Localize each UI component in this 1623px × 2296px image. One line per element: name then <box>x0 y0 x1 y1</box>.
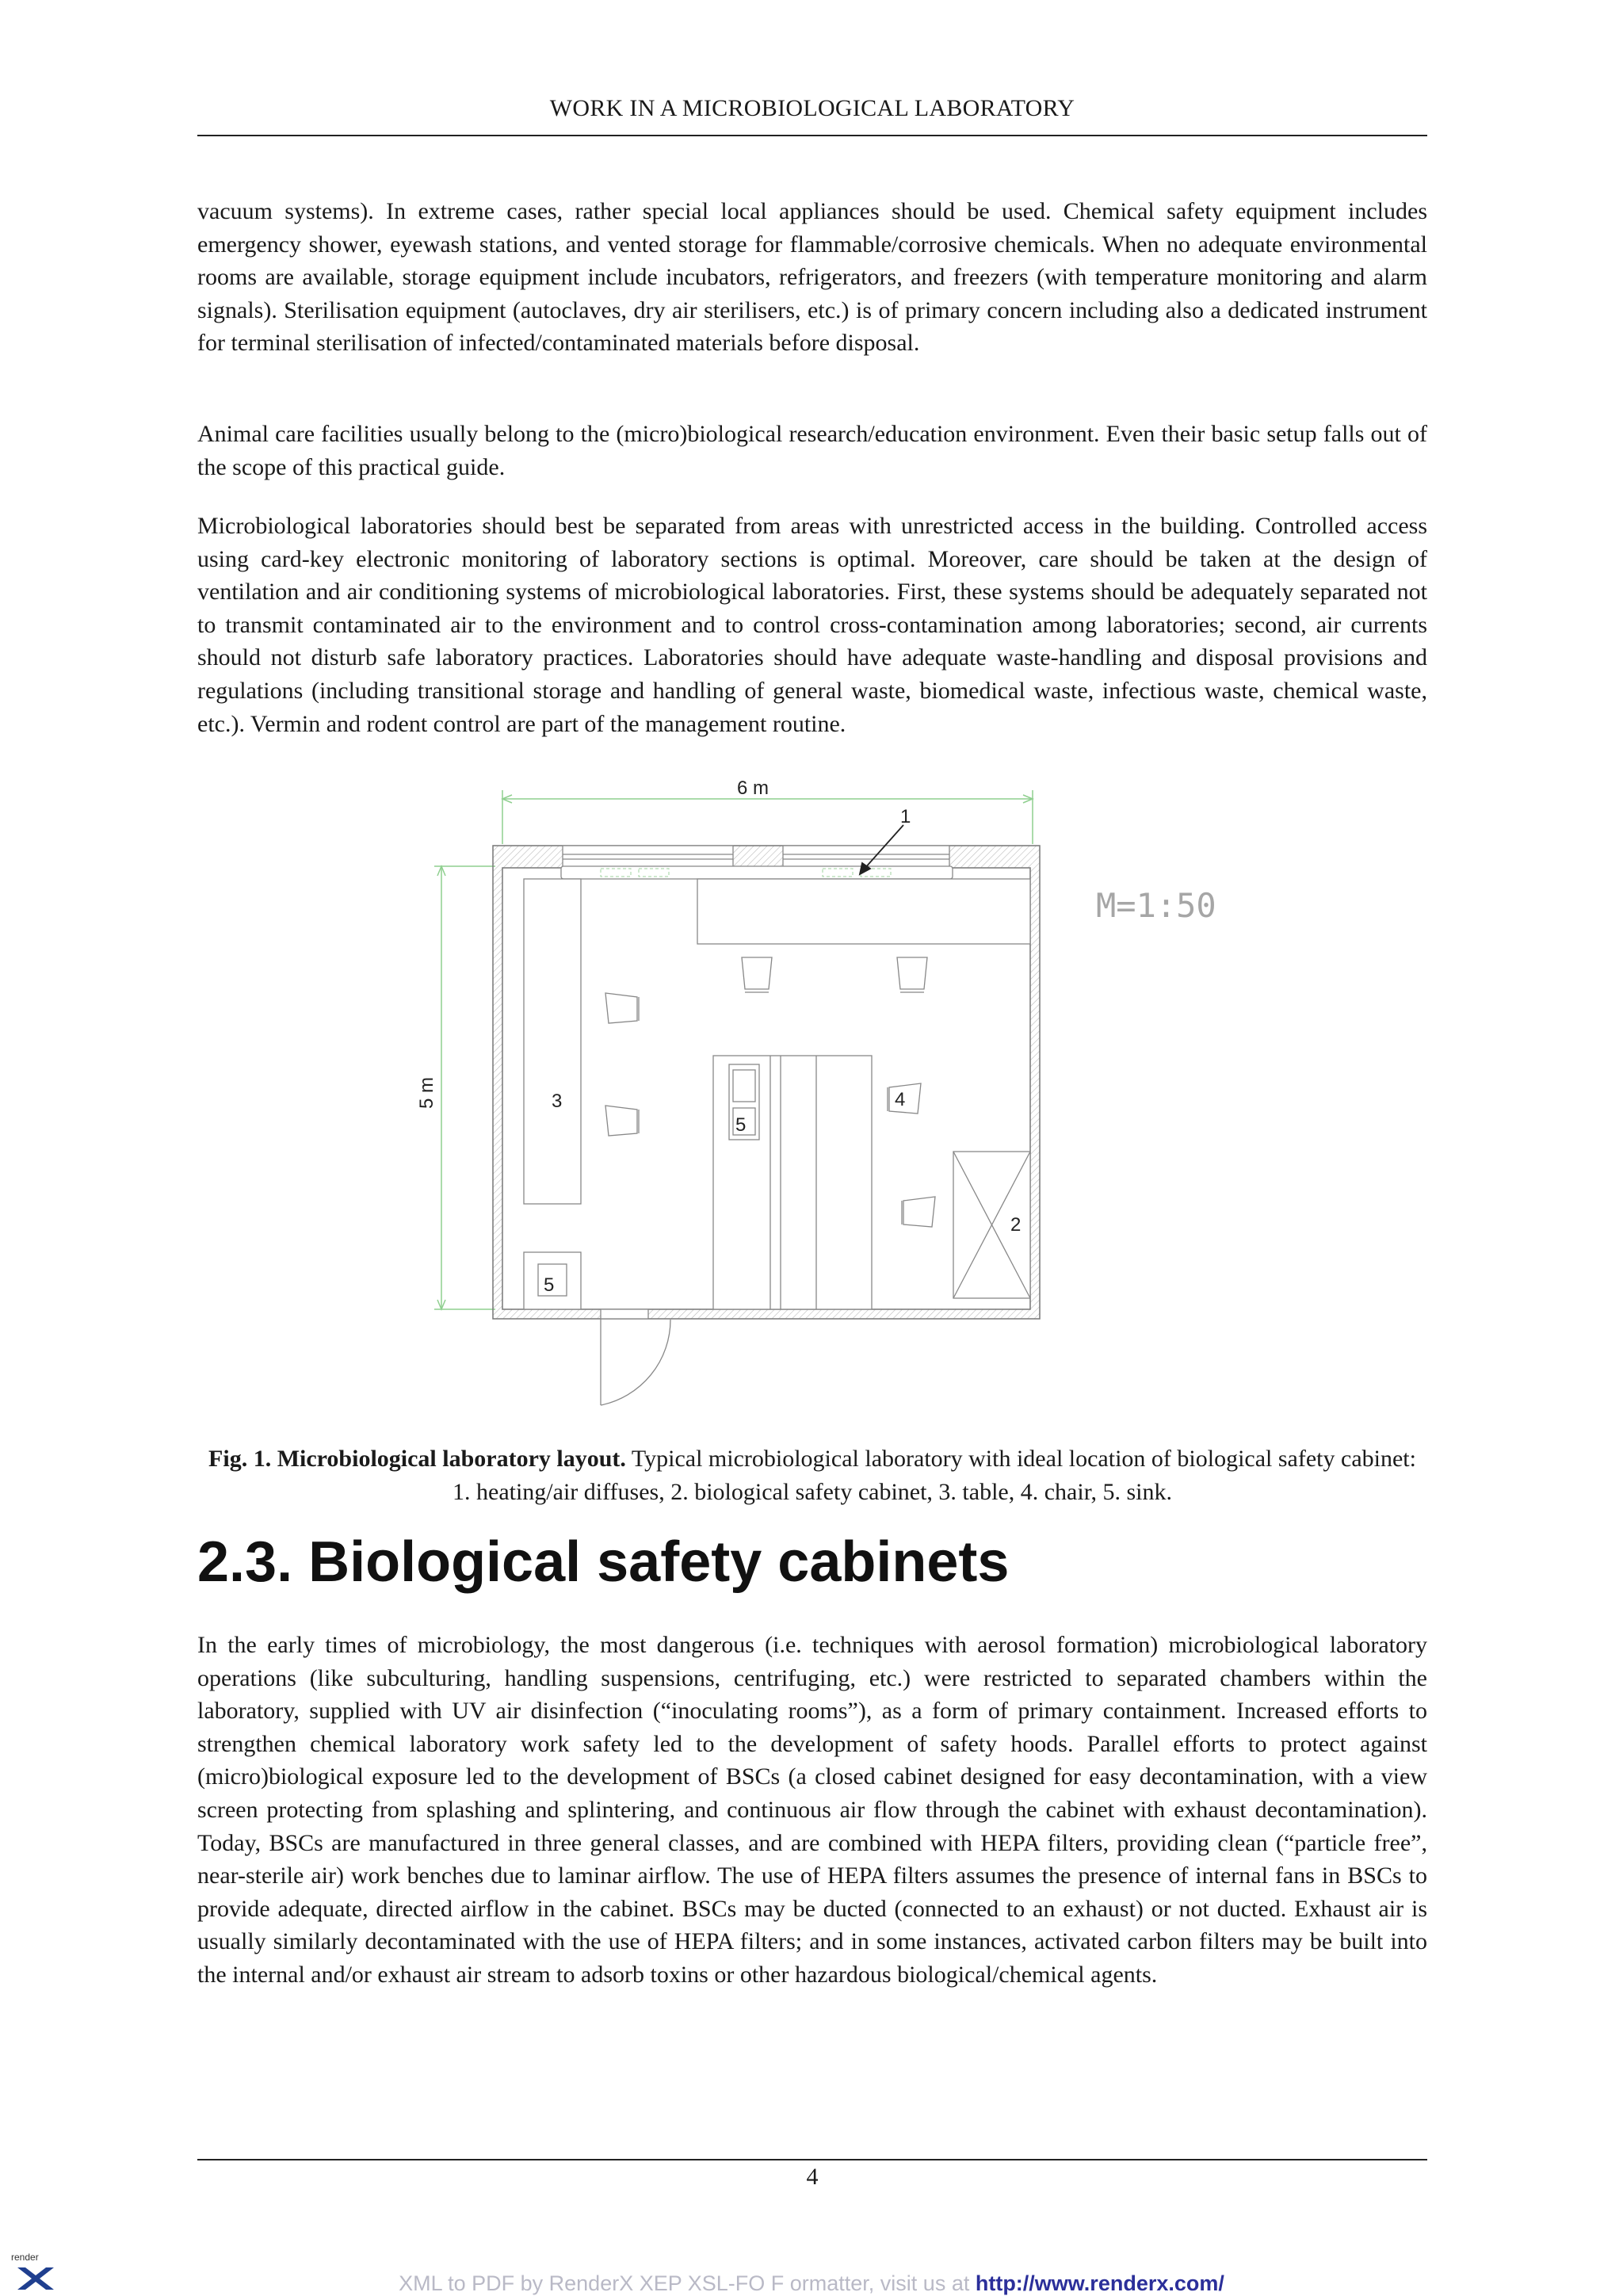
running-header: WORK IN A MICROBIOLOGICAL LABORATORY <box>549 95 1075 121</box>
caption-title: Fig. 1. Microbiological laboratory layout. <box>208 1446 626 1472</box>
figure-caption <box>197 1442 1427 1508</box>
label-table: 3 <box>552 1091 563 1112</box>
label-sink-corner: 5 <box>544 1274 555 1296</box>
heating-air-diffuser <box>561 866 953 879</box>
label-diffuser: 1 <box>900 806 911 827</box>
page-number: 4 <box>806 2164 819 2190</box>
watermark-link[interactable]: http://www.renderx.com/ <box>975 2271 1224 2295</box>
lab-layout-figure <box>396 773 1268 1423</box>
body-paragraph-2: Animal care facilities usually belong to the (micro)biological research/education environment. Even their basic setup falls out of the scope of this practical guide. <box>197 421 1427 480</box>
width-label: 6 m <box>737 777 769 799</box>
body-paragraph-3: Microbiological laboratories should best be separated from areas with unrestricted access in the building. Controlled access using card-key electronic monitoring of laboratory sections is optimal. Moreover, care should be taken at the design of ventilation and air conditioning systems of microbiological laboratories. First, these systems should be adequately separated not to transmit contaminated air to the environment and to control cross-contamination among laboratories; second, air currents should not disturb safe laboratory practices. Laboratories should have adequate waste-handling and disposal provisions and regulations (including transitional storage and handling of general waste, biomedical waste, infectious waste, chemical waste, etc.). Vermin and rodent control are part of the management routine. <box>197 513 1427 737</box>
table <box>524 879 581 1204</box>
height-label: 5 m <box>416 1076 437 1109</box>
wall-counter <box>697 879 1030 944</box>
label-cabinet: 2 <box>1010 1214 1022 1236</box>
height-dimension <box>434 866 495 1309</box>
chair <box>742 957 772 992</box>
label-sink-center: 5 <box>735 1114 747 1136</box>
chair <box>605 1106 639 1136</box>
header-rule <box>197 135 1427 136</box>
footer-rule <box>197 2159 1427 2160</box>
chair <box>605 993 639 1023</box>
body-paragraph-4: In the early times of microbiology, the most dangerous (i.e. techniques with aerosol formation) microbiological laboratory operations (like subculturing, handling suspensions, centrifuging, etc.) were restricted to separated chambers within the laboratory, supplied with UV air disinfection (“inoculating rooms”), as a form of primary containment. Increased efforts to strengthen chemical laboratory work safety led to the development of safety hoods. Parallel efforts to protect against (micro)biological exposure led to the development of BSCs (a closed cabinet designed for easy decontamination, with a view screen protecting from splashing and splintering, and continuous air flow through the cabinet with exhaust decontamination). Today, BSCs are manufactured in three general classes, and are combined with HEPA filters, providing clean (“particle free”, near-sterile air) work benches due to laminar airflow. The use of HEPA filters assumes the presence of internal fans in BSCs to provide adequate, directed airflow in the cabinet. BSCs may be ducted (connected to an exhaust) or not ducted. Exhaust air is usually similarly decontaminated with the use of HEPA filters; and in some instances, activated carbon filters may be built into the internal and/or exhaust air stream to adsorb toxins or other hazardous biological/chemical agents. <box>197 1632 1427 1988</box>
door <box>601 1309 670 1405</box>
body-paragraph-1: vacuum systems). In extreme cases, rather special local appliances should be used. Chemical safety equipment includes emergency shower, eyewash stations, and vented storage for flammable/corrosive chemicals. When no adequate environmental rooms are available, storage equipment include incubators, refrigerators, and freezers (with temperature monitoring and alarm signals). Sterilisation equipment (autoclaves, dry air sterilisers, etc.) is of primary concern including also a dedicated instrument for terminal sterilisation of infected/contaminated materials before disposal. <box>197 198 1427 357</box>
scale-label: M=1:50 <box>1096 886 1216 925</box>
label-chair: 4 <box>895 1089 906 1110</box>
lab-floor-plan <box>396 773 1268 1423</box>
section-heading: 2.3. Biological safety cabinets <box>197 1530 1010 1594</box>
watermark-text: XML to PDF by RenderX XEP XSL-FO F ormatter, visit us at <box>399 2271 976 2295</box>
chair <box>902 1197 935 1227</box>
caption-text: Typical microbiological laboratory with ideal location of biological safety cabinet: 1. heating/air diffuses, 2. biological safety cabinet, 3. table, 4. chair, 5. sink. <box>453 1446 1416 1505</box>
watermark <box>0 2271 1623 2296</box>
renderx-logo-text: render <box>11 2252 39 2263</box>
chair <box>897 957 927 992</box>
